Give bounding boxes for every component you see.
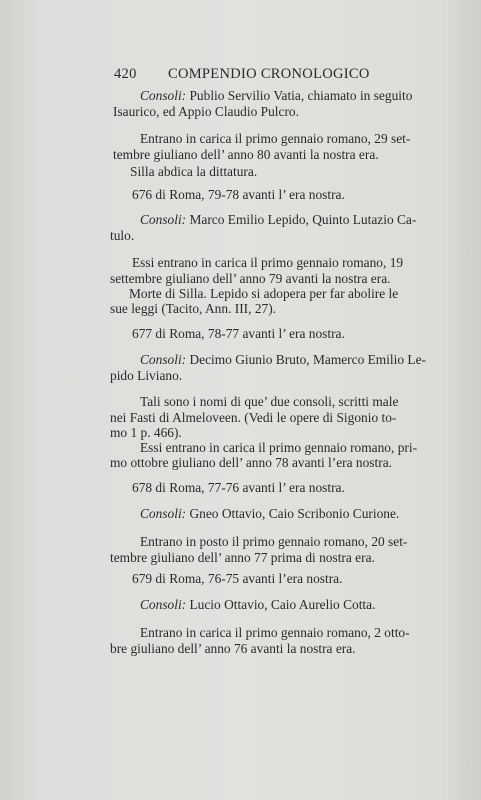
text-line: Entrano in carica il primo gennaio romano, 2 otto- — [140, 625, 410, 640]
year-heading: 678 di Roma, 77-76 avanti l’ era nostra. — [132, 480, 345, 495]
text-line: Isaurico, ed Appio Claudio Pulcro. — [113, 104, 299, 119]
text-line: mo 1 p. 466). — [110, 425, 182, 440]
text-line: mo ottobre giuliano dell’ anno 78 avanti l’era nostra. — [110, 455, 392, 470]
text-line: pido Liviano. — [110, 368, 183, 383]
text-line: Tali sono i nomi di que’ due consoli, scritti male — [140, 394, 399, 409]
text-line: tembre giuliano dell’ anno 77 prima di nostra era. — [110, 550, 375, 565]
year-heading: 677 di Roma, 78-77 avanti l’ era nostra. — [132, 326, 345, 341]
year-heading: 679 di Roma, 76-75 avanti l’era nostra. — [132, 571, 343, 586]
page-number: 420 — [114, 66, 137, 82]
text-line: Morte di Silla. Lepido si adopera per far abolire le — [129, 286, 399, 301]
text-line: bre giuliano dell’ anno 76 avanti la nostra era. — [110, 641, 356, 656]
text-line: nei Fasti di Almeloveen. (Vedi le opere di Sigonio to- — [110, 410, 397, 425]
consuls-label: Consoli: — [140, 597, 187, 612]
running-title: COMPENDIO CRONOLOGICO — [168, 66, 370, 82]
text-line: Consoli: Gneo Ottavio, Caio Scribonio Curione. — [140, 506, 400, 521]
text-line: tembre giuliano dell’ anno 80 avanti la nostra era. — [113, 147, 379, 162]
consuls-label: Consoli: — [140, 88, 187, 103]
consuls-label: Consoli: — [140, 352, 187, 367]
year-heading: 676 di Roma, 79-78 avanti l’ era nostra. — [132, 187, 345, 202]
text-line: Silla abdica la dittatura. — [130, 164, 258, 179]
text-line: Consoli: Publio Servilio Vatia, chiamato in seguito — [140, 88, 413, 103]
consuls-label: Consoli: — [140, 212, 187, 227]
text-line: Entrano in posto il primo gennaio romano, 20 set- — [140, 534, 408, 549]
running-header — [114, 66, 370, 83]
text-line: Consoli: Decimo Giunio Bruto, Mamerco Emilio Le- — [140, 352, 427, 367]
text-line: sue leggi (Tacito, Ann. III, 27). — [110, 301, 277, 316]
text-line: settembre giuliano dell’ anno 79 avanti la nostra era. — [110, 271, 391, 286]
text-line: tulo. — [110, 228, 135, 243]
text-line: Essi entrano in carica il primo gennaio romano, pri- — [140, 440, 418, 455]
text-line: Consoli: Lucio Ottavio, Caio Aurelio Cotta. — [140, 597, 376, 612]
consuls-label: Consoli: — [140, 506, 187, 521]
text-line: Essi entrano in carica il primo gennaio romano, 19 — [132, 255, 404, 270]
text-line: Consoli: Marco Emilio Lepido, Quinto Lutazio Ca- — [140, 212, 417, 227]
text-line: Entrano in carica il primo gennaio romano, 29 set- — [140, 131, 411, 146]
